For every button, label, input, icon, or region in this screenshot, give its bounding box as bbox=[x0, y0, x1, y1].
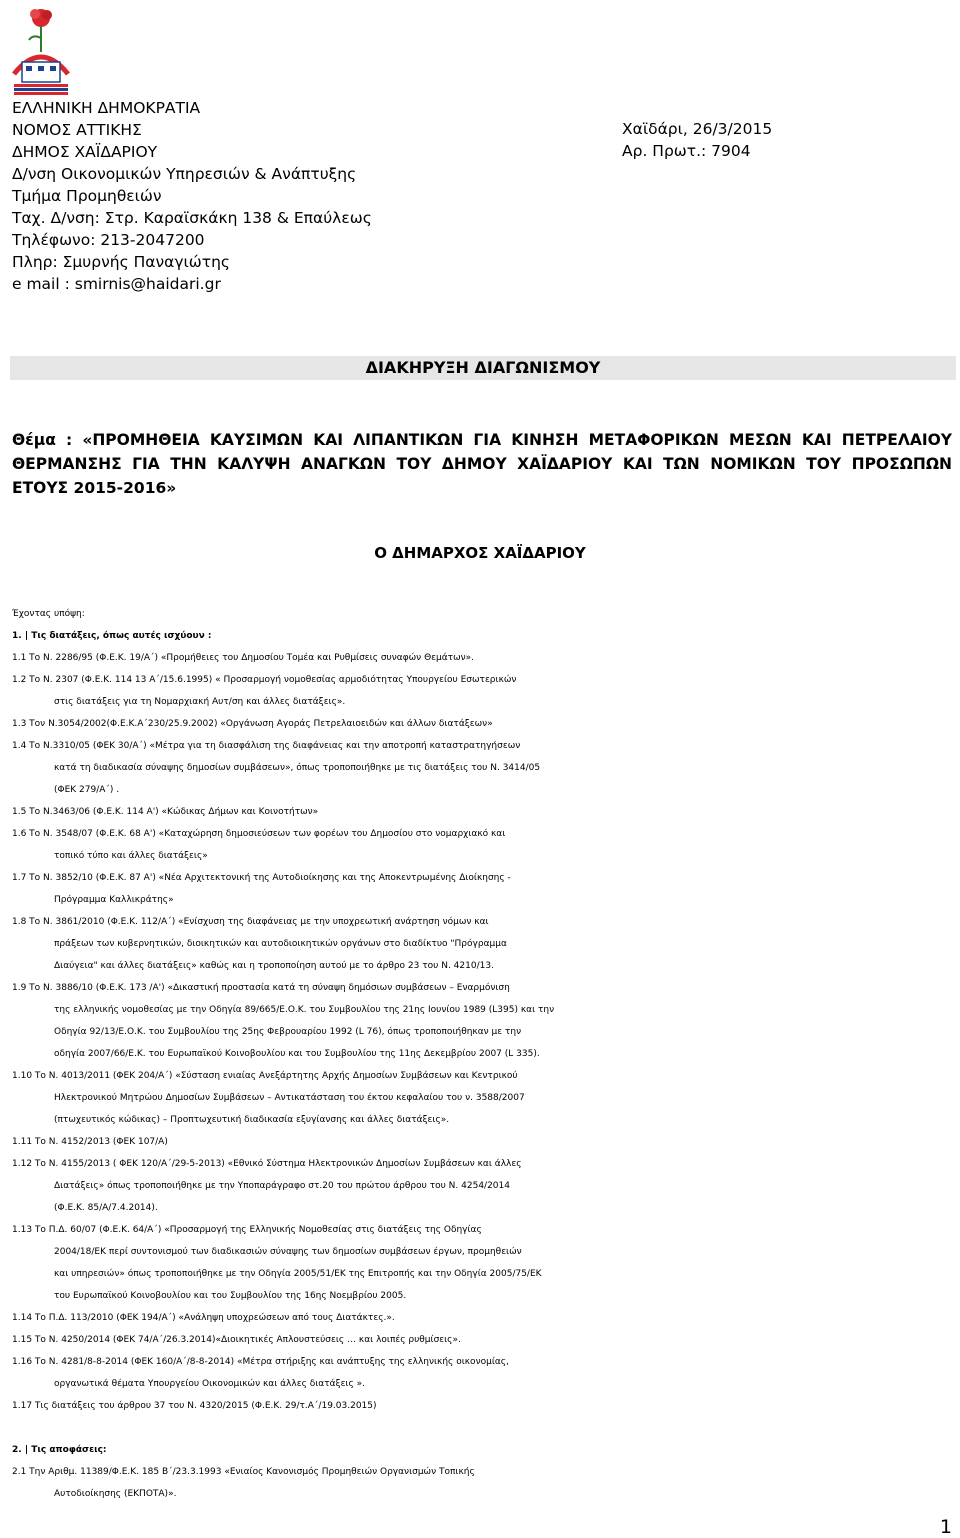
item-2-1: 2.1 Την Αριθμ. 11389/Φ.Ε.Κ. 185 Β΄/23.3.1993 «Ενιαίος Κανονισμός Προμηθειών Οργανισμών Τοπικής bbox=[12, 1467, 475, 1477]
item-1-16: 1.16 Το Ν. 4281/8-8-2014 (ΦΕΚ 160/Α΄/8-8-2014) «Μέτρα στήριξης και ανάπτυξης της ελληνικής οικονομίας, bbox=[12, 1357, 509, 1367]
item-1-8-cont: πράξεων των κυβερνητικών, διοικητικών και αυτοδιοικητικών οργάνων στο διαδίκτυο "Πρόγραμμα bbox=[54, 939, 507, 949]
item-1-2: 1.2 Το Ν. 2307 (Φ.Ε.Κ. 114 13 Α΄/15.6.1995) « Προσαρμογή νομοθεσίας αρμοδιότητας Υπουργείου Εσωτερικών bbox=[12, 675, 517, 685]
header-line-municipality: ΔΗΜΟΣ ΧΑΪΔΑΡΙΟΥ bbox=[12, 143, 158, 161]
header-line-address: Ταχ. Δ/νση: Στρ. Καραϊσκάκη 138 & Επαύλεως bbox=[12, 209, 372, 227]
item-1-13-cont2: και υπηρεσιών» όπως τροποποιήθηκε με την Οδηγία 2005/51/ΕΚ της Επιτροπής και την Οδηγία 2005/75/ΕΚ bbox=[54, 1269, 542, 1279]
page-number: 1 bbox=[939, 1516, 952, 1538]
item-2-1-cont: Αυτοδιοίκησης (ΕΚΠΟΤΑ)». bbox=[54, 1489, 177, 1499]
mayor-heading: Ο ΔΗΜΑΡΧΟΣ ΧΑΪΔΑΡΙΟΥ bbox=[374, 544, 586, 562]
item-1-11: 1.11 Το Ν. 4152/2013 (ΦΕΚ 107/Α) bbox=[12, 1137, 168, 1147]
item-1-13-cont: 2004/18/ΕΚ περί συντονισμού των διαδικασιών σύναψης των δημοσίων συμβάσεων έργων, προμηθειών bbox=[54, 1247, 522, 1257]
item-1-4-cont: κατά τη διαδικασία σύναψης δημοσίων συμβάσεων», όπως τροποποιήθηκε με τις διατάξεις του Ν. 3414/05 bbox=[54, 763, 541, 773]
header-line-directorate: Δ/νση Οικονομικών Υπηρεσιών & Ανάπτυξης bbox=[12, 165, 357, 183]
item-1-4: 1.4 Το Ν.3310/05 (ΦΕΚ 30/Α΄) «Μέτρα για τη διασφάλιση της διαφάνειας και την αποτροπή καταστρατηγήσεων bbox=[12, 741, 521, 751]
item-1-2-cont: στις διατάξεις για τη Νομαρχιακή Αυτ/ση και άλλες διατάξεις». bbox=[54, 697, 346, 707]
item-1-13: 1.13 Το Π.Δ. 60/07 (Φ.Ε.Κ. 64/Α΄) «Προσαρμογή της Ελληνικής Νομοθεσίας στις διατάξεις της Οδηγίας bbox=[12, 1225, 482, 1235]
item-1-5: 1.5 Το Ν.3463/06 (Φ.Ε.Κ. 114 Α') «Κώδικας Δήμων και Κοινοτήτων» bbox=[12, 807, 319, 817]
item-1-8-cont2: Διαύγεια" και άλλες διατάξεις» καθώς και η τροποποίηση αυτού με το άρθρο 23 του Ν. 4210/13. bbox=[54, 961, 494, 971]
item-1-9-cont: της ελληνικής νομοθεσίας με την Οδηγία 89/665/Ε.Ο.Κ. του Συμβουλίου της 21ης Ιουνίου 1989 (L395) και την bbox=[54, 1005, 555, 1015]
section-1-heading: 1. | Τις διατάξεις, όπως αυτές ισχύουν : bbox=[12, 631, 212, 641]
considering-label: Έχοντας υπόψη: bbox=[12, 609, 85, 619]
document-date: Χαϊδάρι, 26/3/2015 bbox=[622, 120, 773, 138]
item-1-9: 1.9 Το Ν. 3886/10 (Φ.Ε.Κ. 173 /Α') «Δικαστική προστασία κατά τη σύναψη δημόσιων συμβάσεων – Εναρμόνιση bbox=[12, 983, 510, 993]
header-line-contact: Πληρ: Σμυρνής Παναγιώτης bbox=[12, 253, 231, 271]
header-line-phone: Τηλέφωνο: 213-2047200 bbox=[12, 231, 205, 249]
item-1-17: 1.17 Τις διατάξεις του άρθρου 37 του Ν. 4320/2015 (Φ.Ε.Κ. 29/τ.Α΄/19.03.2015) bbox=[12, 1401, 377, 1411]
item-1-6: 1.6 Το Ν. 3548/07 (Φ.Ε.Κ. 68 Α') «Καταχώρηση δημοσιεύσεων των φορέων του Δημοσίου στο νομαρχιακό και bbox=[12, 829, 506, 839]
section-2-heading: 2. | Τις αποφάσεις: bbox=[12, 1445, 107, 1455]
header-line-department: Τμήμα Προμηθειών bbox=[12, 187, 162, 205]
municipality-logo bbox=[10, 4, 72, 96]
item-1-12: 1.12 Το Ν. 4155/2013 ( ΦΕΚ 120/Α΄/29-5-2013) «Εθνικό Σύστημα Ηλεκτρονικών Δημοσίων Συμβάσεων και άλλες bbox=[12, 1159, 522, 1169]
item-1-4-cont2: (ΦΕΚ 279/Α΄) . bbox=[54, 785, 120, 795]
title-bar bbox=[10, 356, 956, 380]
item-1-15: 1.15 Το Ν. 4250/2014 (ΦΕΚ 74/Α΄/26.3.2014)«Διοικητικές Απλουστεύσεις … και λοιπές ρυθμίσεις». bbox=[12, 1335, 461, 1345]
item-1-10-cont: Ηλεκτρονικού Μητρώου Δημοσίων Συμβάσεων – Αντικατάσταση του έκτου κεφαλαίου του ν. 3588/2007 bbox=[54, 1093, 525, 1103]
item-1-9-cont2: Οδηγία 92/13/Ε.Ο.Κ. του Συμβουλίου της 25ης Φεβρουαρίου 1992 (L 76), όπως τροποποιήθηκαν με την bbox=[54, 1027, 522, 1037]
item-1-7: 1.7 Το Ν. 3852/10 (Φ.Ε.Κ. 87 Α') «Νέα Αρχιτεκτονική της Αυτοδιοίκησης και της Αποκεντρωμένης Διοίκησης - bbox=[12, 873, 511, 883]
item-1-7-cont: Πρόγραμμα Καλλικράτης» bbox=[54, 895, 174, 905]
document-title: ΔΙΑΚΗΡΥΞΗ ΔΙΑΓΩΝΙΣΜΟΥ bbox=[365, 358, 601, 377]
subject: Θέμα : «ΠΡΟΜΗΘΕΙΑ ΚΑΥΣΙΜΩΝ ΚΑΙ ΛΙΠΑΝΤΙΚΩΝ ΓΙΑ ΚΙΝΗΣΗ ΜΕΤΑΦΟΡΙΚΩΝ ΜΕΣΩΝ ΚΑΙ ΠΕΤΡΕΛΑΙΟΥ ΘΕΡΜΑΝΣΗΣ ΓΙΑ ΤΗΝ ΚΑΛΥΨΗ ΑΝΑΓΚΩΝ ΤΟΥ ΔΗΜΟΥ ΧΑΪΔΑΡΙΟΥ ΚΑΙ ΤΩΝ ΝΟΜΙΚΩΝ ΤΟΥ ΠΡΟΣΩΠΩΝ ΕΤΟΥΣ 2015-2016» bbox=[12, 431, 952, 497]
item-1-6-cont: τοπικό τύπο και άλλες διατάξεις» bbox=[54, 851, 208, 861]
header-line-country: ΕΛΛΗΝΙΚΗ ΔΗΜΟΚΡΑΤΙΑ bbox=[12, 99, 201, 117]
item-1-10: 1.10 Το Ν. 4013/2011 (ΦΕΚ 204/Α΄) «Σύσταση ενιαίας Ανεξάρτητης Αρχής Δημοσίων Συμβάσεων και Κεντρικού bbox=[12, 1071, 518, 1081]
item-1-12-cont: Διατάξεις» όπως τροποποιήθηκε με την Υποπαράγραφο στ.20 του πρώτου άρθρου του Ν. 4254/2014 bbox=[54, 1181, 510, 1191]
item-1-1: 1.1 Το Ν. 2286/95 (Φ.Ε.Κ. 19/Α΄) «Προμήθειες του Δημοσίου Τομέα και Ρυθμίσεις συναφών Θεμάτων». bbox=[12, 653, 475, 663]
item-1-16-cont: οργανωτικά θέματα Υπουργείου Οικονομικών και άλλες διατάξεις ». bbox=[54, 1379, 365, 1389]
protocol-number: Αρ. Πρωτ.: 7904 bbox=[622, 142, 751, 160]
header-line-email: e mail : smirnis@haidari.gr bbox=[12, 275, 221, 293]
header-line-prefecture: ΝΟΜΟΣ ΑΤΤΙΚΗΣ bbox=[12, 121, 142, 139]
item-1-10-cont2: (πτωχευτικός κώδικας) – Προπτωχευτική διαδικασία εξυγίανσης και άλλες διατάξεις». bbox=[54, 1115, 450, 1125]
item-1-9-cont3: οδηγία 2007/66/Ε.Κ. του Ευρωπαϊκού Κοινοβουλίου και του Συμβουλίου της 11ης Δεκεμβρίου 2007 (L 335). bbox=[54, 1049, 540, 1059]
item-1-12-cont2: (Φ.Ε.Κ. 85/Α/7.4.2014). bbox=[54, 1203, 158, 1213]
item-1-3: 1.3 Τον Ν.3054/2002(Φ.Ε.Κ.Α΄230/25.9.2002) «Οργάνωση Αγοράς Πετρελαιοειδών και άλλων διατάξεων» bbox=[12, 719, 493, 729]
item-1-8: 1.8 Το Ν. 3861/2010 (Φ.Ε.Κ. 112/Α΄) «Ενίσχυση της διαφάνειας με την υποχρεωτική ανάρτηση νόμων και bbox=[12, 917, 489, 927]
item-1-14: 1.14 Το Π.Δ. 113/2010 (ΦΕΚ 194/Α΄) «Ανάληψη υποχρεώσεων από τους Διατάκτες.». bbox=[12, 1313, 395, 1323]
item-1-13-cont3: του Ευρωπαϊκού Κοινοβουλίου και του Συμβουλίου της 16ης Νοεμβρίου 2005. bbox=[54, 1291, 407, 1301]
